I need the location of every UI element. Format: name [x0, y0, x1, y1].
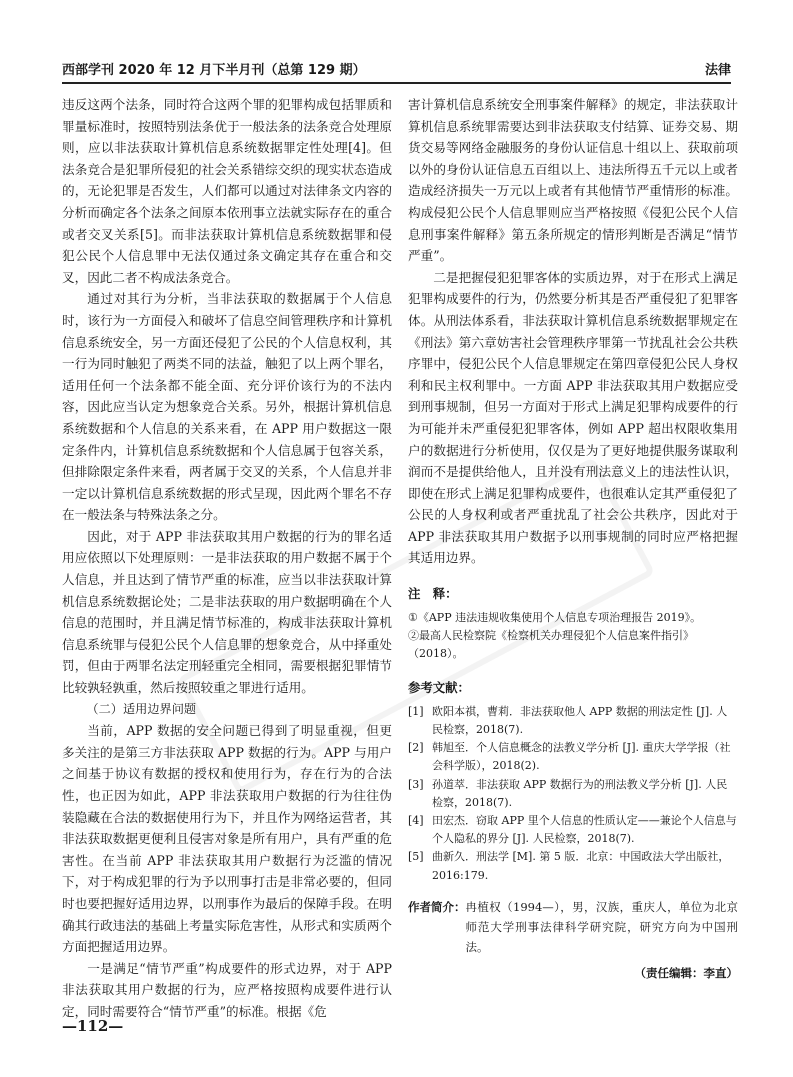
reference-text: 韩旭至．个人信息概念的法教义学分析 [J]. 重庆大学学报（社会科学版），2018(2).	[432, 741, 731, 773]
reference-number: [3]	[408, 777, 424, 791]
right-column	[408, 94, 738, 984]
reference-number: [5]	[408, 850, 424, 864]
paragraph: 一是满足“情节严重”构成要件的形式边界，对于 APP 非法获取其用户数据的行为，应严格按照构成要件进行认定，同时需要符合“情节严重”的标准。根据《危	[62, 960, 392, 1019]
section-subheading: （二）适用边界问题	[86, 701, 197, 716]
reference-text: 曲新久．刑法学 [M]. 第 5 版．北京：中国政法大学出版社，2016:179.	[432, 850, 730, 882]
paragraph: 当前，APP 数据的安全问题已得到了明显重视，但更多关注的是第三方非法获取 APP 数据的行为。APP 与用户之间基于协议有数据的授权和使用行为，存在行为的合法性，也正因为如此，APP 非法获取用户数据的行为往往伪装隐藏在合法的数据使用行为下，并且作为网络运营者，其非法获取数据更便利且侵害对象是所有用户，具有严重的危害性。在当前 APP 非法获取其用户数据行为泛滥的情况下，对于构成犯罪的行为予以刑事打击是非常必要的，但同时也要把握好适用边界，以刑事作为最后的保障手段。在明确其行政违法的基础上考量实际危害性，从形式和实质两个方面把握适用边界。	[62, 723, 392, 955]
paragraph: 因此，对于 APP 非法获取其用户数据的行为的罪名适用应依照以下处理原则：一是非法获取的用户数据不属于个人信息，并且达到了情节严重的标准，应当以非法获取计算机信息系统数据论处；二是非法获取的用户数据明确在个人信息的范围时，并且满足情节标准的，构成非法获取计算机信息系统罪与侵犯公民个人信息罪的想象竞合，从中择重处罚，但由于两罪名法定刑轻重完全相同，需要根据犯罪情节比较孰轻孰重，然后按照较重之罪进行适用。	[62, 528, 392, 696]
reference-text: 孙道萃．非法获取 APP 数据行为的刑法教义学分析 [J]. 人民检察，2018(7).	[432, 777, 728, 809]
paragraph: 通过对其行为分析，当非法获取的数据属于个人信息时，该行为一方面侵入和破坏了信息空间管理秩序和计算机信息系统安全，另一方面还侵犯了公民的个人信息权利，其一行为同时触犯了两类不同的法益，触犯了以上两个罪名，适用任何一个法条都不能全面、充分评价该行为的不法内容，因此应当认定为想象竞合关系。另外，根据计算机信息系统数据和个人信息的关系来看，在 APP 用户数据这一限定条件内，计算机信息系统数据和个人信息属于包容关系，但排除限定条件来看，两者属于交叉的关系，个人信息并非一定以计算机信息系统数据的形式呈现，因此两个罪名不存在一般法条与特殊法条之分。	[62, 291, 392, 523]
left-column	[62, 94, 392, 1023]
reference-item	[408, 739, 738, 775]
reference-number: [1]	[408, 704, 424, 718]
author-bio	[408, 897, 738, 957]
paragraph: 违反这两个法条，同时符合这两个罪的犯罪构成包括罪质和罪量标准时，按照特别法条优于一般法条的法条竞合处理原则，应以非法获取计算机信息系统数据罪定性处理[4]。但法条竞合是犯罪所侵犯的社会关系错综交织的现实状态造成的，无论犯罪是否发生，人们都可以通过对法律条文内容的分析而确定各个法条之间原本依刑事立法就实际存在的重合或者交叉关系[5]。而非法获取计算机信息系统数据罪和侵犯公民个人信息罪中无法仅通过条文确定其存在重合和交叉，因此二者不构成法条竞合。	[62, 97, 392, 285]
notes-heading: 注 释：	[408, 586, 458, 602]
reference-item	[408, 776, 738, 812]
note-item: ①《APP 违法违规收集使用个人信息专项治理报告 2019》。	[408, 610, 702, 624]
page-number: —112—	[62, 1017, 124, 1035]
reference-number: [2]	[408, 741, 424, 755]
section-label: 法律	[704, 63, 731, 78]
paragraph: 二是把握侵犯犯罪客体的实质边界，对于在形式上满足犯罪构成要件的行为，仍然要分析其是否严重侵犯了犯罪客体。从刑法体系看，非法获取计算机信息系统数据罪规定在《刑法》第六章妨害社会管理秩序罪第一节扰乱社会公共秩序罪中，侵犯公民个人信息罪规定在第四章侵犯公民人身权利和民主权利罪中。一方面 APP 非法获取其用户数据应受到刑事规制，但另一方面对于形式上满足犯罪构成要件的行为可能并未严重侵犯犯罪客体，例如 APP 超出权限收集用户的数据进行分析使用，仅仅是为了更好地提供服务谋取利润而不是提供给他人，且并没有刑法意义上的违法性认识，即使在形式上满足犯罪构成要件，也很难认定其严重侵犯了公民的人身权利或者严重扰乱了社会公共秩序，因此对于 APP 非法获取其用户数据予以刑事规制的同时应严格把握其适用边界。	[408, 269, 738, 566]
reference-item	[408, 812, 738, 848]
note-item: ②最高人民检察院《检察机关办理侵犯个人信息案件指引》（2018）。	[408, 628, 694, 661]
reference-item	[408, 703, 738, 739]
journal-title: 西部学刊 2020 年 12 月下半月刊（总第 129 期）	[62, 63, 366, 78]
reference-text: 欧阳本祺，曹莉．非法获取他人 APP 数据的刑法定性 [J]. 人民检察，2018(7).	[432, 704, 728, 737]
paragraph: 害计算机信息系统安全刑事案件解释》的规定，非法获取计算机信息系统罪需要达到非法获取支付结算、证券交易、期货交易等网络金融服务的身份认证信息十组以上、获取前项以外的身份认证信息五百组以上、违法所得五千元以上或者造成经济损失一万元以上或者有其他情节严重情形的标准。构成侵犯公民个人信息罪则应当严格按照《侵犯公民个人信息刑事案件解释》第五条所规定的情形判断是否满足“情节严重”。	[408, 97, 738, 264]
reference-item	[408, 848, 738, 884]
reference-text: 田宏杰．窃取 APP 里个人信息的性质认定——兼论个人信息与个人隐私的界分 [J]. 人民检察，2018(7).	[432, 814, 737, 846]
responsible-editor: （责任编辑：李直）	[634, 965, 738, 980]
author-label: 作者简介：	[408, 899, 466, 914]
references-heading: 参考文献：	[408, 680, 470, 696]
running-header	[62, 58, 731, 84]
reference-number: [4]	[408, 814, 424, 828]
author-text: 冉植权（1994—），男，汉族，重庆人，单位为北京师范大学刑事法律科学研究院，研究方向为中国刑法。	[465, 899, 738, 954]
